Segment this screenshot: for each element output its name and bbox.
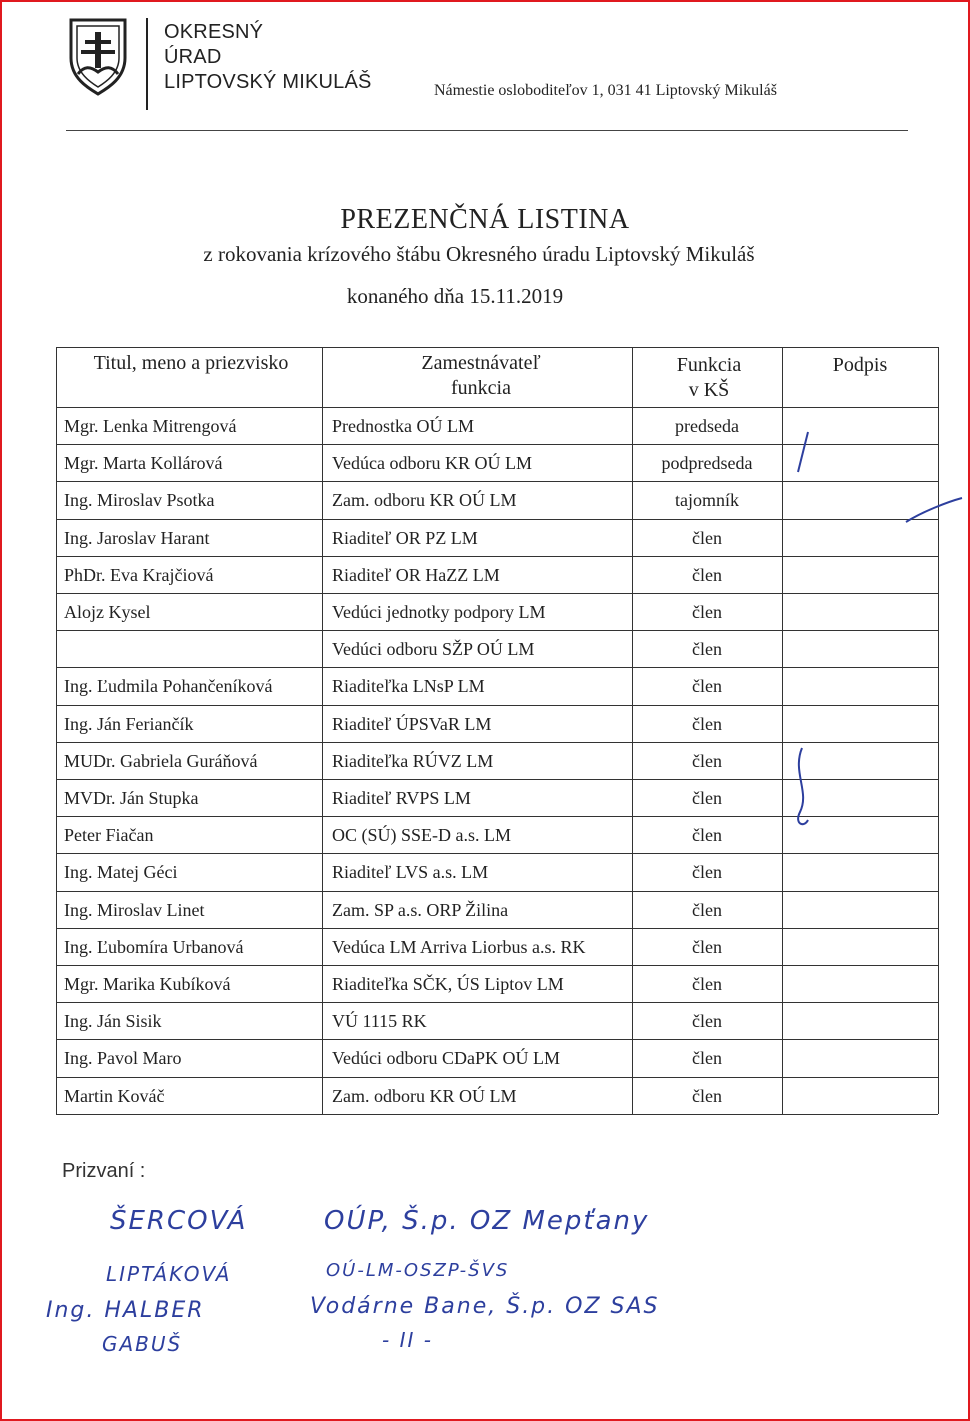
cell-function: tajomník	[675, 490, 739, 511]
handwritten-note-3: Vodárne Bane, Š.p. OZ SAS	[310, 1294, 660, 1319]
handwritten-name-2: LIPTÁKOVÁ	[106, 1262, 232, 1286]
cell-name: Martin Kováč	[64, 1085, 165, 1106]
attendance-table	[56, 347, 938, 1111]
cell-employer: Zam. SP a.s. ORP Žilina	[332, 899, 509, 920]
meeting-date: konaného dňa 15.11.2019	[346, 284, 564, 308]
cell-name: Alojz Kysel	[64, 602, 151, 622]
cell-employer: Prednostka OÚ LM	[332, 416, 474, 436]
cell-name: Peter Fiačan	[64, 825, 154, 846]
signature-cell[interactable]	[783, 1003, 937, 1039]
office-line-1: OKRESNÝ	[164, 21, 264, 43]
cell-function: člen	[692, 1011, 722, 1032]
column-line-2	[632, 347, 633, 1114]
cell-name: Mgr. Marta Kollárová	[64, 453, 223, 474]
cell-employer: VÚ 1115 RK	[332, 1011, 427, 1032]
cell-function: člen	[692, 862, 722, 883]
cell-function: člen	[692, 788, 722, 808]
cell-function: člen	[692, 750, 722, 771]
header-function	[636, 353, 782, 403]
handwritten-note-2: OÚ-LM-OSZP-ŠVS	[326, 1260, 510, 1281]
signature-cell[interactable]	[783, 780, 937, 816]
cell-employer: Riaditeľka RÚVZ LM	[332, 750, 494, 771]
cell-name: Ing. Ján Sisik	[64, 1011, 162, 1032]
column-line-4	[938, 347, 939, 1114]
signature-cell[interactable]	[783, 706, 937, 742]
cell-employer: OC (SÚ) SSE-D a.s. LM	[332, 825, 512, 846]
signature-cell[interactable]	[783, 445, 937, 481]
header-signature: Podpis	[832, 354, 888, 376]
cell-function: člen	[692, 936, 722, 957]
cell-employer: Riaditeľka LNsP LM	[332, 676, 485, 697]
header-divider	[146, 18, 148, 110]
cell-employer: Riaditeľ ÚPSVaR LM	[332, 713, 492, 734]
cell-name: MUDr. Gabriela Guráňová	[64, 750, 258, 771]
cell-function: člen	[692, 639, 722, 660]
handwritten-name-3: Ing. HALBER	[46, 1298, 205, 1323]
cell-function: podpredseda	[661, 453, 753, 474]
office-name	[164, 20, 372, 95]
header-employer-line-2: funkcia	[451, 377, 511, 399]
cell-function: člen	[692, 825, 722, 846]
handwritten-name-1: ŠERCOVÁ	[110, 1206, 248, 1236]
cell-name: Mgr. Lenka Mitrengová	[64, 416, 237, 436]
cell-name: Ing. Pavol Maro	[64, 1048, 182, 1069]
cell-name: Ing. Jaroslav Harant	[64, 527, 210, 548]
cell-name: Mgr. Marika Kubíková	[64, 974, 231, 994]
cell-employer: Riaditeľ RVPS LM	[332, 788, 471, 808]
cell-employer: Riaditeľ LVS a.s. LM	[332, 862, 489, 883]
cell-employer: Vedúca odboru KR OÚ LM	[332, 453, 532, 474]
document-subtitle: z rokovania krízového štábu Okresného úradu Liptovský Mikuláš	[203, 242, 755, 266]
signature-cell[interactable]	[783, 1040, 937, 1076]
cell-name: PhDr. Eva Krajčiová	[64, 564, 214, 585]
invited-label: Prizvaní :	[62, 1160, 146, 1182]
cell-function: člen	[692, 602, 722, 622]
cell-name: Ing. Miroslav Psotka	[64, 490, 215, 511]
cell-name: Ing. Matej Géci	[64, 862, 178, 883]
signature-cell[interactable]	[783, 743, 937, 779]
cell-function: člen	[692, 899, 722, 920]
row-border-19	[56, 1114, 938, 1115]
signature-cell[interactable]	[783, 929, 937, 965]
cell-employer: Vedúci odboru SŽP OÚ LM	[332, 639, 535, 660]
cell-employer: Vedúci jednotky podpory LM	[332, 602, 546, 622]
column-line-1	[322, 347, 323, 1114]
table-top-border	[56, 347, 938, 348]
signature-cell[interactable]	[783, 668, 937, 704]
handwritten-note-1: OÚP, Š.p. OZ Mepťany	[324, 1206, 650, 1236]
signature-cell[interactable]	[783, 817, 937, 853]
column-line-0	[56, 347, 57, 1114]
signature-cell[interactable]	[783, 557, 937, 593]
cell-name: Ing. Miroslav Linet	[64, 899, 205, 920]
cell-function: predseda	[675, 416, 739, 436]
cell-name: Ing. Ján Feriančík	[64, 713, 194, 734]
office-line-3: LIPTOVSKÝ MIKULÁŠ	[164, 71, 372, 93]
signature-cell[interactable]	[783, 482, 937, 518]
header-function-line-1: Funkcia	[676, 354, 742, 376]
signature-cell[interactable]	[783, 1078, 937, 1114]
handwritten-note-4: - II -	[382, 1328, 433, 1352]
cell-function: člen	[692, 1048, 722, 1069]
cell-employer: Zam. odboru KR OÚ LM	[332, 1085, 517, 1106]
cell-function: člen	[692, 676, 722, 697]
header-name: Titul, meno a priezvisko	[93, 352, 289, 374]
cell-name: Ing. Ľubomíra Urbanová	[64, 936, 244, 957]
cell-employer: Zam. odboru KR OÚ LM	[332, 490, 517, 511]
cell-employer: Riaditeľ OR PZ LM	[332, 527, 478, 548]
cell-name: Ing. Ľudmila Pohančeníková	[64, 676, 273, 697]
signature-cell[interactable]	[783, 631, 937, 667]
cell-employer: Riaditeľka SČK, ÚS Liptov LM	[332, 974, 564, 994]
signature-cell[interactable]	[783, 892, 937, 928]
header-employer	[326, 351, 636, 401]
signature-cell[interactable]	[783, 520, 937, 556]
cell-employer: Riaditeľ OR HaZZ LM	[332, 564, 500, 585]
signature-cell[interactable]	[783, 854, 937, 890]
cell-employer: Vedúca LM Arriva Liorbus a.s. RK	[332, 936, 586, 957]
signature-cell[interactable]	[783, 594, 937, 630]
signature-cell[interactable]	[783, 408, 937, 444]
cell-function: člen	[692, 527, 722, 548]
cell-function: člen	[692, 974, 722, 994]
cell-employer: Vedúci odboru CDaPK OÚ LM	[332, 1048, 560, 1069]
handwritten-name-4: GABUŠ	[102, 1332, 183, 1356]
cell-function: člen	[692, 1085, 722, 1106]
slovak-coat-of-arms-icon	[68, 18, 128, 96]
cell-name: MVDr. Ján Stupka	[64, 788, 199, 808]
header-function-line-2: v KŠ	[688, 379, 730, 401]
document-title: PREZENČNÁ LISTINA	[340, 204, 630, 235]
signature-cell[interactable]	[783, 966, 937, 1002]
office-address: Námestie osloboditeľov 1, 031 41 Liptovský Mikuláš	[434, 82, 777, 99]
header-rule	[66, 130, 908, 131]
office-line-2: ÚRAD	[164, 46, 222, 68]
cell-function: člen	[692, 564, 722, 585]
cell-function: člen	[692, 713, 722, 734]
header-employer-line-1: Zamestnávateľ	[421, 352, 541, 374]
